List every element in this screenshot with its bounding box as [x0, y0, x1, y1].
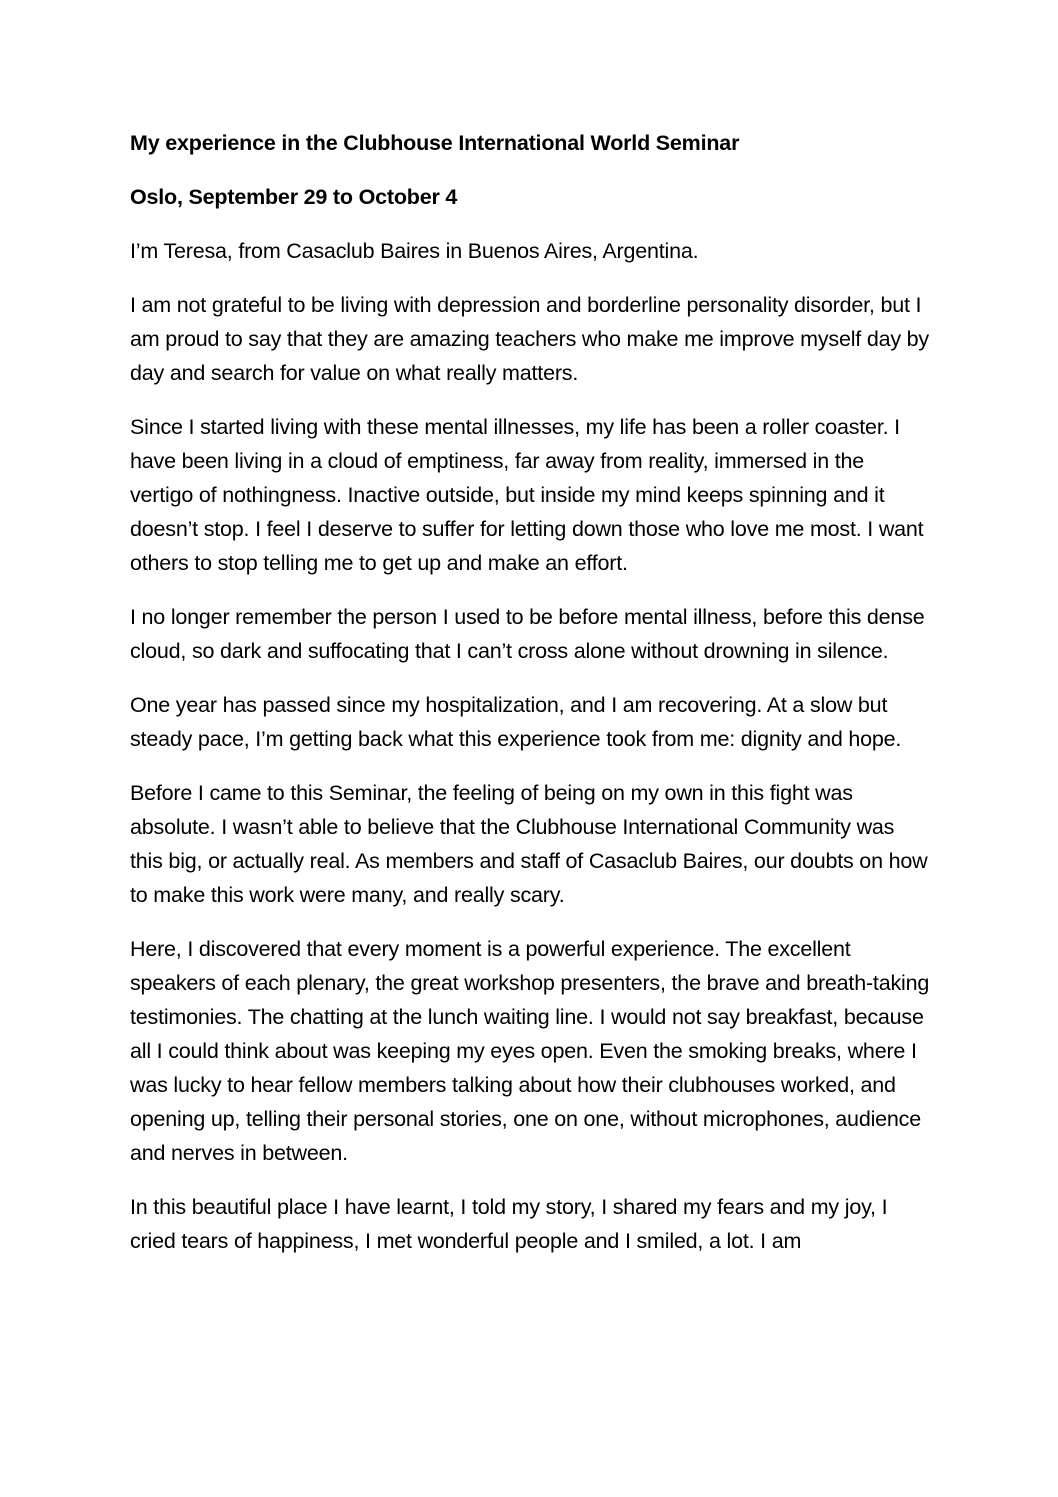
document-title: My experience in the Clubhouse International World Seminar	[130, 131, 740, 155]
document-paragraph: Before I came to this Seminar, the feeling of being on my own in this fight was absolute. I wasn’t able to believe that the Clubhouse International Community was this big, or actually real. As members and staff of Casaclub Baires, our doubts on how to make this work were many, and really scary.	[130, 781, 928, 907]
document-paragraph-truncated: In this beautiful place I have learnt, I told my story, I shared my fears and my joy, I cried tears of happiness, I met wonderful people and I smiled, a lot. I am	[130, 1195, 888, 1253]
document-paragraph: I am not grateful to be living with depression and borderline personality disorder, but I am proud to say that they are amazing teachers who make me improve myself day by day and search for value on what really matters.	[130, 293, 929, 385]
document-paragraph: I no longer remember the person I used to be before mental illness, before this dense cloud, so dark and suffocating that I can’t cross alone without drowning in silence.	[130, 605, 925, 663]
document-paragraph-intro: I’m Teresa, from Casaclub Baires in Buenos Aires, Argentina.	[130, 239, 699, 263]
document-content	[130, 126, 930, 1278]
document-paragraph: Here, I discovered that every moment is a powerful experience. The excellent speakers of each plenary, the great workshop presenters, the brave and breath-taking testimonies. The chatting at the lunch waiting line. I would not say breakfast, because all I could think about was keeping my eyes open. Even the smoking breaks, where I was lucky to hear fellow members talking about how their clubhouses worked, and opening up, telling their personal stories, one on one, without microphones, audience and nerves in between.	[130, 937, 930, 1165]
document-dateline: Oslo, September 29 to October 4	[130, 185, 458, 209]
document-paragraph: One year has passed since my hospitalization, and I am recovering. At a slow but steady pace, I’m getting back what this experience took from me: dignity and hope.	[130, 693, 902, 751]
document-paragraph: Since I started living with these mental illnesses, my life has been a roller coaster. I have been living in a cloud of emptiness, far away from reality, immersed in the vertigo of nothingness. Inactive outside, but inside my mind keeps spinning and it doesn’t stop. I feel I deserve to suffer for letting down those who love me most. I want others to stop telling me to get up and make an effort.	[130, 415, 924, 575]
